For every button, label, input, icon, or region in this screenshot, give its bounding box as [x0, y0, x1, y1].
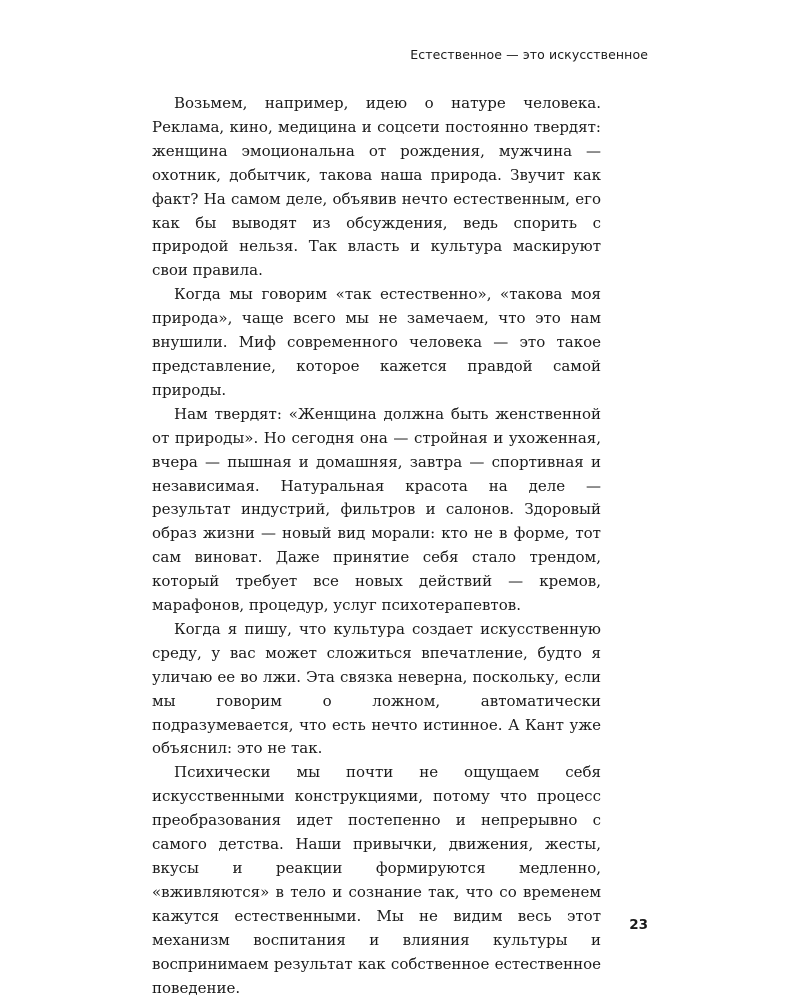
paragraph: Психически мы почти не ощущаем себя искусственными конструкциями, потому что процесс преобразования идет постепенно и непрерывно с самого детства. Наши привычки, движения, жесты, вкусы и реакции формируются медленно, «вживляются» в тело и сознание так, что со временем кажутся естественными. Мы не видим весь этот механизм воспитания и влияния культуры и воспринимаем результат как собственное естественное поведение.	[152, 763, 601, 997]
paragraph: Когда я пишу, что культура создает искусственную среду, у вас может сложиться впечатление, будто я уличаю ее во лжи. Эта связка неверна, поскольку, если мы говорим о ложном, автоматически подразумевается, что есть нечто истинное. А Кант уже объяснил: это не так.	[152, 619, 601, 758]
paragraph: Возьмем, например, идею о натуре человека. Реклама, кино, медицина и соцсети постоянно твердят: женщина эмоциональна от рождения, мужчина — охотник, добытчик, такова наша природа. Звучит как факт? На самом деле, объявив нечто естественным, его как бы выводят из обсуждения, ведь спорить с природой нельзя. Так власть и культура маскируют свои правила.	[152, 94, 601, 280]
running-head: Естественное — это искусственное	[410, 47, 648, 62]
paragraph: Нам твердят: «Женщина должна быть женственной от природы». Но сегодня она — стройная и ухоженная, вчера — пышная и домашняя, завтра — спортивная и независимая. Натуральная красота на деле — результат индустрий, фильтров и салонов. Здоровый образ жизни — новый вид морали: кто не в форме, тот сам виноват. Даже принятие себя стало трендом, который требует все новых действий — кремов, марафонов, процедур, услуг психотерапевтов.	[152, 404, 601, 615]
body-text	[152, 92, 601, 1000]
paragraph: Когда мы говорим «так естественно», «такова моя природа», чаще всего мы не замечаем, что это нам внушили. Миф современного человека — это такое представление, которое кажется правдой самой природы.	[152, 285, 601, 399]
page-number: 23	[629, 917, 648, 933]
